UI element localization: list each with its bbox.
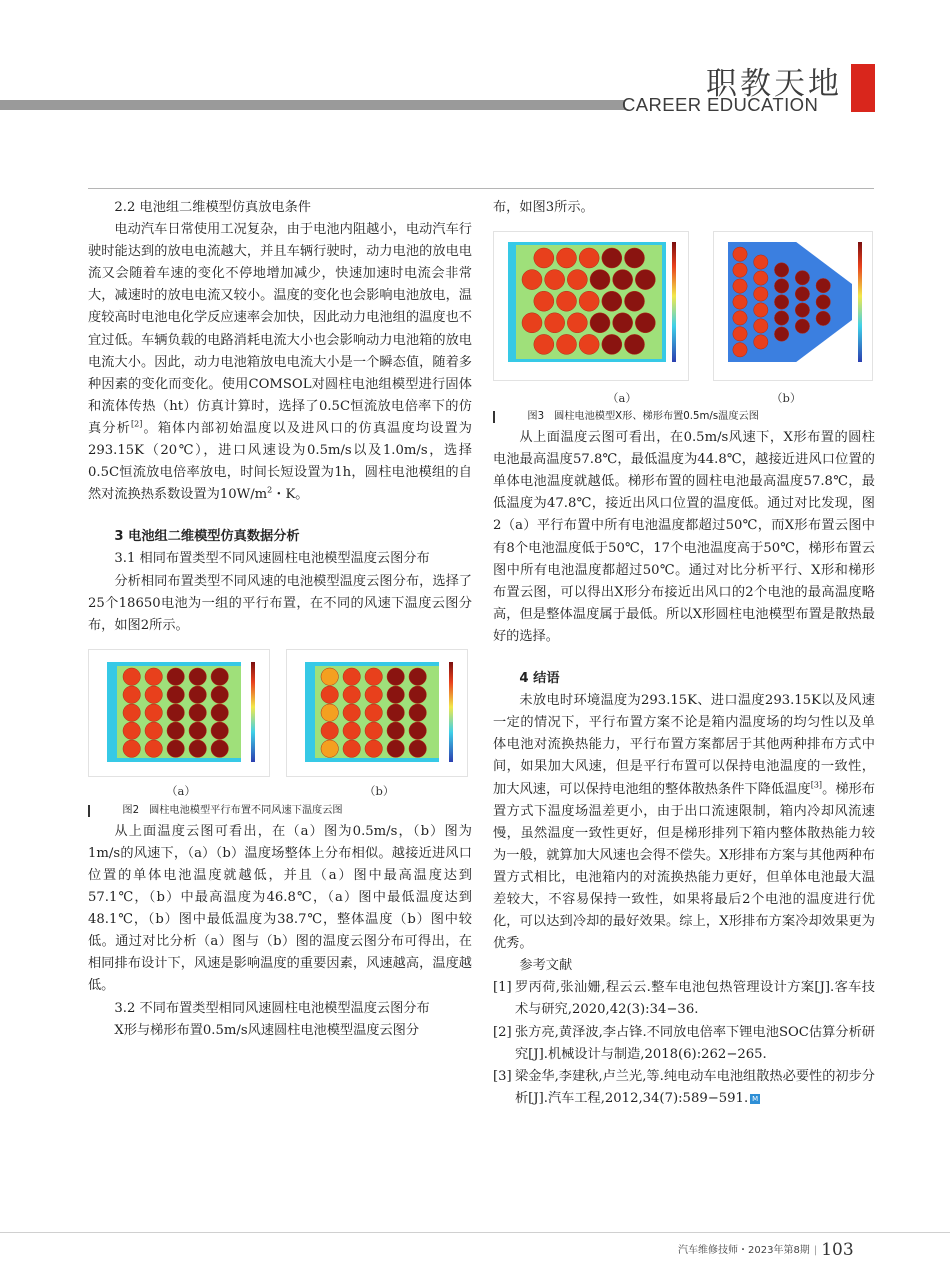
figure-3-caption: 图3 圆柱电池模型X形、梯形布置0.5m/s温度云图	[493, 407, 875, 427]
reference-item: [3] 梁金华,李建秋,卢兰光,等.纯电动车电池组散热必要性的初步分析[J].汽车工程,2012,34(7):589−591. M	[493, 1068, 875, 1106]
top-divider	[88, 188, 874, 189]
section-heading-4: 4 结语	[519, 671, 560, 687]
paragraph: 分析相同布置类型不同风速的电池模型温度云图分布，选择了25个18650电池为一组的平行布置，在不同的风速下温度云图分布，如图2所示。	[88, 573, 472, 633]
end-mark-icon: M	[752, 1094, 759, 1103]
column-subtitle: CAREER EDUCATION	[622, 94, 819, 115]
bottom-divider	[0, 1232, 950, 1233]
paragraph: X形与梯形布置0.5m/s风速圆柱电池模型温度云图分	[114, 1022, 420, 1038]
paragraph: 从上面温度云图可看出，在0.5m/s风速下，X形布置的圆柱电池最高温度57.8℃，最低温度为44.8℃，越接近进风口位置的单体电池温度就越低。梯形布置的圆柱电池最高温度57.8℃，最低温度为47.8℃，接近出风口位置的温度低。通过对比发现，图2（a）平行布置中所有电池温度都超过50℃，而X形布置云图中有8个电池温度低于50℃，17个电池温度高于50℃，梯形布置云图中所有电池温度都超过50℃。通过对比分析平行、X形和梯形布置云图，可以得出X形分布接近出风口的2个电池的最高温度略高，但是整体温度属于最低。所以X形圆柱电池模型布置是散热最好的选择。	[493, 430, 875, 644]
references-heading: 参考文献	[519, 958, 573, 974]
reference-item: [2] 张方亮,黄泽波,李占锋.不同放电倍率下锂电池SOC估算分析研究[J].机械设计与制造,2018(6):262−265.	[493, 1024, 875, 1062]
fig3b-heatmap	[713, 231, 873, 381]
figure-2	[88, 647, 472, 799]
section-heading-3: 3 电池组二维模型仿真数据分析	[114, 529, 300, 545]
journal-issue: 汽车维修技师・2023年第8期	[678, 1245, 810, 1256]
reference-item: [1] 罗丙荷,张汕姗,程云云.整车电池包热管理设计方案[J].客车技术与研究,2020,42(3):34−36.	[493, 980, 875, 1018]
fig3a-heatmap	[493, 231, 689, 381]
section-heading-2-2: 2.2 电池组二维模型仿真放电条件	[114, 200, 311, 215]
fig2-sublabel-a: （a）	[166, 783, 196, 798]
figure-3	[493, 229, 875, 409]
fig2-sublabel-b: （b）	[364, 783, 395, 798]
fig2a-heatmap	[88, 649, 270, 777]
right-column	[493, 197, 875, 1110]
page-number: 103	[821, 1240, 854, 1260]
fig3-sublabel-b: （b）	[771, 391, 802, 406]
paragraph: 从上面温度云图可看出，在（a）图为0.5m/s，（b）图为1m/s的风速下，（a）（b）温度场整体上分布相似。越接近进风口位置的单体电池温度就越低，并且（a）图中最高温度达到57.1℃，（b）中最高温度为46.8℃，（a）图中最低温度达到48.1℃，（b）图中最低温度为38.7℃，整体温度（b）图中较低。通过对比分析（a）图与（b）图的温度云图分布可得出，在相同排布设计下，风速是影响温度的重要因素，风速越高，温度越低。	[88, 823, 472, 994]
header-gray-bar	[0, 100, 625, 110]
paragraph: 未放电时环境温度为293.15K、进口温度293.15K以及风速一定的情况下，平行布置方案不论是箱内温度场的均匀性以及单体电池对流换热能力，平行布置方案都居于其他两种排布方式中间，如果加大风速，但是平行布置可以保持电池温度的一致性，加大风速，可以保持电池组的整体散热条件下降低温度[3]。梯形布置方式下温度场温差更小，由于出口流速限制，箱内冷却风流速慢，虽然温度一致性更好，但是梯形排列下箱内整体散热能力较为一般，就算加大风速也会得不偿失。X形排布方案与其他两种布置方式相比，电池箱内的对流换热能力更好，但单体电池最大温差较大，不容易保持一致性，如果将最后2个电池的温度进行优化，可以达到冷却的最好效果。综上，X形排布方案冷却效果更为优秀。	[493, 693, 875, 952]
fig2b-heatmap	[286, 649, 468, 777]
header-red-block	[851, 64, 875, 112]
column-title: 职教天地	[706, 66, 842, 102]
figure-2-caption: 图2 圆柱电池模型平行布置不同风速下温度云图	[88, 801, 472, 821]
section-heading-3-1: 3.1 相同布置类型不同风速圆柱电池模型温度云图分布	[114, 551, 430, 567]
fig3-sublabel-a: （a）	[607, 391, 637, 406]
section-heading-3-2: 3.2 不同布置类型相同风速圆柱电池模型温度云图分布	[114, 1000, 430, 1016]
paragraph: 电动汽车日常使用工况复杂，由于电池内阻越小，电动汽车行驶时能达到的放电电流越大，并且车辆行驶时，动力电池的放电电流又会随着车速的变化不停地增加减少，快速加速时电流会非常大，减速时的放电电流又较小。温度的变化也会影响电池放电，温度较高时电池电化学反应速率会加快，因此动力电池组的温度也不宜过低。车辆负载的电路消耗电流大小也会影响动力电池箱的放电电流大小。因此，动力电池箱放电电流大小是一个瞬态值，随着多种因素的变化而变化。使用COMSOL对圆柱电池组模型进行固体和流体传热（ht）仿真计算时，选择了0.5C恒流放电倍率下的仿真分析[2]。箱体内部初始温度以及进风口的仿真温度均设置为293.15K（20℃），进口风速设为0.5m/s以及1.0m/s，选择0.5C恒流放电倍率放电，时间长短设置为1h，圆柱电池模组的自然对流换热系数设置为$10W/m^2$・K。	[88, 222, 472, 503]
paragraph-continued: 布，如图3所示。	[493, 200, 594, 215]
left-column	[88, 197, 472, 1042]
page-footer: 汽车维修技师・2023年第8期 | 103	[678, 1240, 854, 1260]
